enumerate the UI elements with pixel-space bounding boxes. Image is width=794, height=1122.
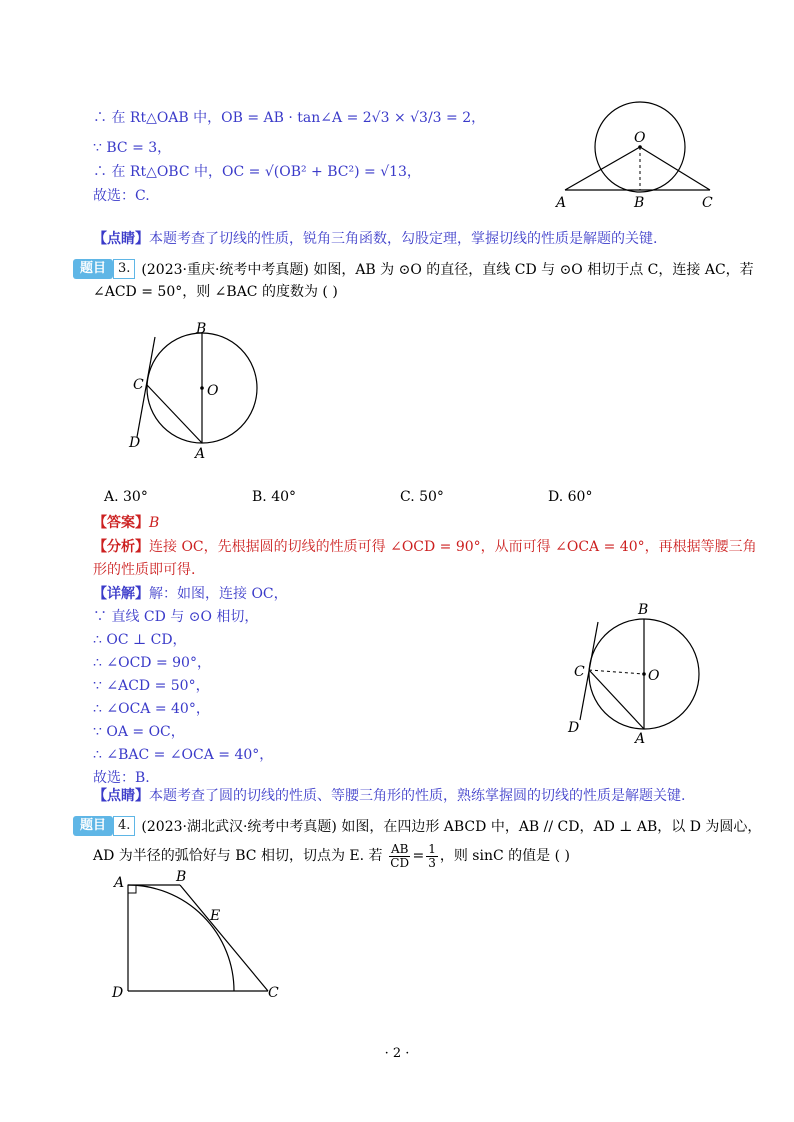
detail-line-2: ∵ 直线 CD 与 ⊙O 相切， [93,609,259,625]
question-number-4: 4. [113,816,135,836]
fraction-ab-cd [389,843,410,870]
detail-line-9: 故选：B. [93,770,150,786]
question-3-text-1: (2023·重庆·统考中考真题) 如图，AB 为 ⊙O 的直径，直线 CD 与 ⊙O 相切于点 C，连接 AC，若 [141,262,754,278]
figure-circle-oabc [550,95,720,215]
analysis-row-1 [93,537,757,557]
detail-line-6: ∴ ∠OCA = 40°， [93,701,210,717]
fig3-label-d: D [568,720,580,736]
fig4-label-a: A [114,875,125,891]
fraction-2-numerator: 1 [428,841,436,856]
solution-line-4: 故选：C. [93,188,150,204]
question-3-header [73,259,754,279]
fig3-label-o: O [648,668,660,684]
fig1-label-o: O [634,130,646,146]
figure-q4 [108,865,288,1005]
comment-row-1 [93,229,657,249]
fig3-label-b: B [638,602,649,618]
detail-line-5: ∵ ∠ACD = 50°， [93,678,210,694]
fig2-label-a: A [195,446,206,462]
figure-q3 [125,315,270,465]
fig2-label-d: D [129,435,141,451]
comment-text-2: 本题考查了圆的切线的性质、等腰三角形的性质，熟练掌握圆的切线的性质是解题关键. [149,788,686,804]
fig2-label-o: O [207,383,219,399]
fraction-denominator: CD [390,855,410,870]
figure-q3-solution [562,598,707,748]
detail-line-7: ∵ OA = OC， [93,724,185,740]
solution-line-2: ∵ BC = 3， [93,140,172,156]
fig1-label-c: C [702,195,713,211]
solution-line-3: ∴ 在 Rt△OBC 中，OC = √(OB² + BC²) = √13， [93,164,421,180]
answer-tag: 【答案】 [93,515,149,531]
detail-line-1: 解：如图，连接 OC， [149,586,288,602]
fraction-2-denominator: 3 [428,855,436,870]
option-d: D. 60° [548,489,593,505]
option-b: B. 40° [252,489,297,505]
comment-row-2 [93,786,685,806]
question-badge-4: 题目 [73,816,113,836]
detail-line-3: ∴ OC ⊥ CD， [93,632,187,648]
question-4-text-2b: ，则 sinC 的值是 ( ) [439,848,570,864]
detail-row-1 [93,584,288,604]
fig4-label-e: E [210,908,221,924]
question-4-text-1: (2023·湖北武汉·统考中考真题) 如图，在四边形 ABCD 中，AB // CD，AD ⊥ AB，以 D 为圆心， [141,819,762,835]
fig4-label-c: C [268,985,279,1001]
fig3-label-a: A [635,731,646,747]
comment-tag-2: 【点睛】 [93,788,149,804]
option-c: C. 50° [400,489,444,505]
page-number: · 2 · [384,1046,410,1061]
detail-tag: 【详解】 [93,586,149,602]
answer-value: B [149,515,160,531]
question-number: 3. [113,259,135,279]
option-a: A. 30° [104,489,148,505]
fig2-label-c: C [133,377,144,393]
fig3-label-c: C [574,664,585,680]
solution-line-1: ∴ 在 Rt△OAB 中，OB = AB · tan∠A = 2√3 × √3/3 = 2， [93,110,486,126]
question-3-text-2: ∠ACD = 50°，则 ∠BAC 的度数为 ( ) [93,284,338,300]
fig4-label-b: B [176,869,187,885]
fig4-label-d: D [112,985,124,1001]
comment-tag: 【点睛】 [93,231,149,247]
analysis-text-2: 形的性质即可得. [93,562,196,578]
question-4-header [73,816,761,836]
fraction-one-third [426,843,438,870]
fig2-label-b: B [196,321,207,337]
question-badge: 题目 [73,259,113,279]
fraction-numerator: AB [390,841,409,856]
fig1-label-a: A [556,195,567,211]
comment-text: 本题考查了切线的性质，锐角三角函数，勾股定理，掌握切线的性质是解题的关键. [149,231,658,247]
analysis-tag: 【分析】 [93,539,149,555]
detail-line-4: ∴ ∠OCD = 90°， [93,655,211,671]
analysis-text-1: 连接 OC，先根据圆的切线的性质可得 ∠OCD = 90°，从而可得 ∠OCA = 40°，再根据等腰三角 [149,539,757,555]
detail-line-8: ∴ ∠BAC = ∠OCA = 40°， [93,747,274,763]
question-4-text-2a: AD 为半径的弧恰好与 BC 相切，切点为 E. 若 [93,848,383,864]
fig1-label-b: B [634,195,645,211]
equals-sign: = [412,848,425,864]
answer-row [93,513,159,533]
